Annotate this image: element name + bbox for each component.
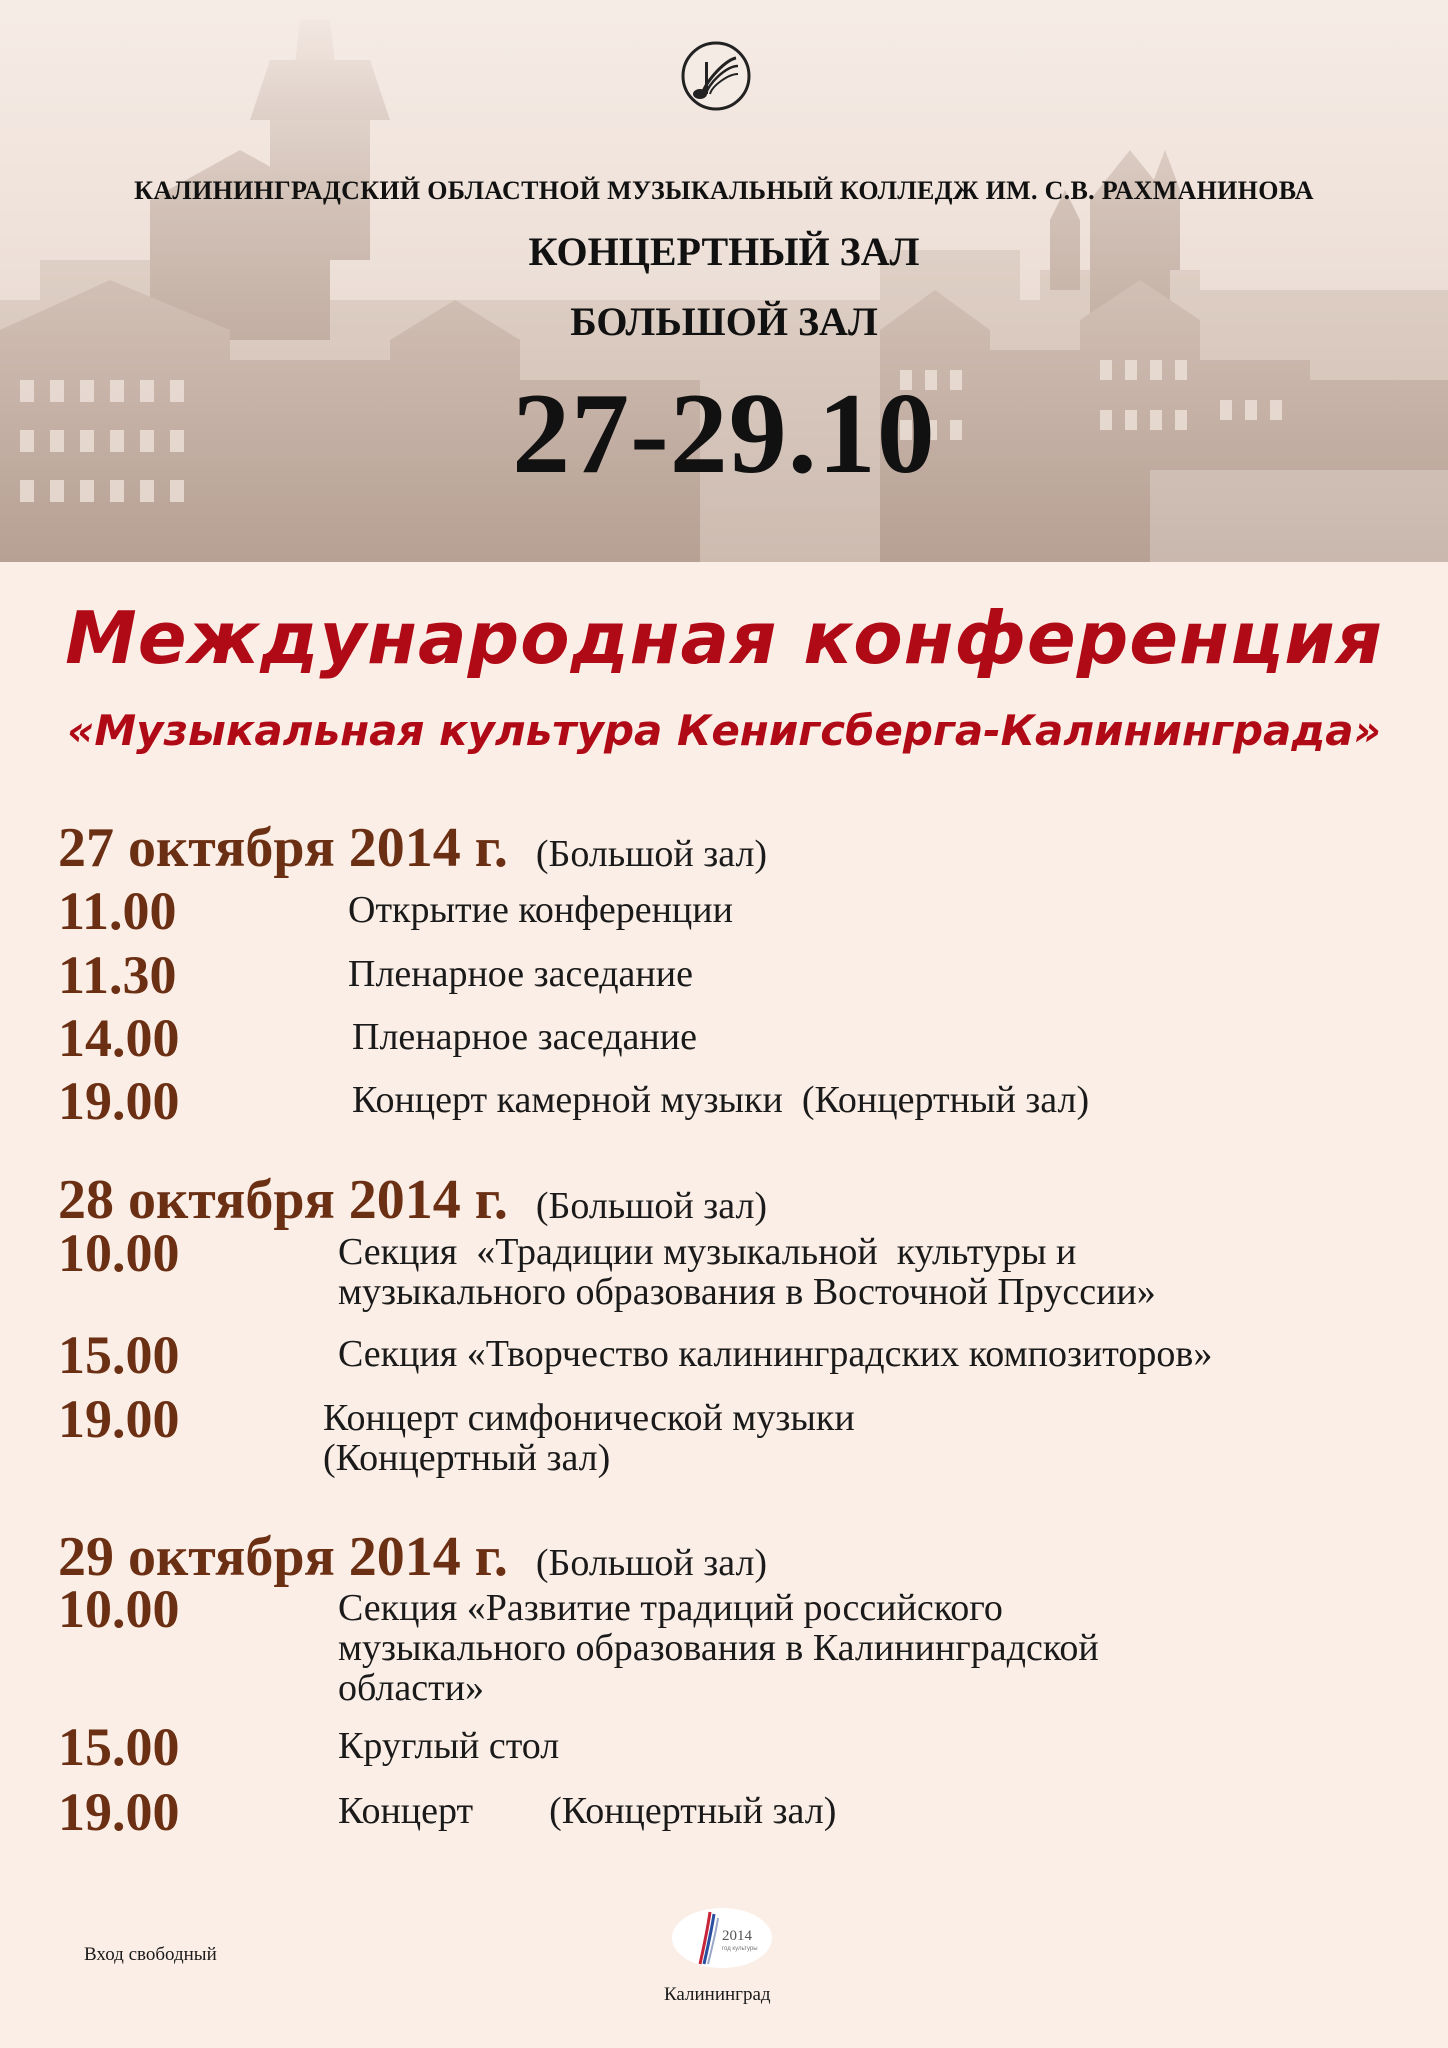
event-description: Пленарное заседание xyxy=(348,953,693,995)
big-hall-label: БОЛЬШОЙ ЗАЛ xyxy=(570,299,878,344)
event-description: Концерт симфонической музыки (Концертный зал) xyxy=(323,1397,855,1479)
day-date: 28 октября 2014 г. xyxy=(58,1169,508,1231)
event-description: Круглый стол xyxy=(338,1725,560,1767)
event-time: 19.00 xyxy=(58,1071,180,1131)
conference-subtitle: «Музыкальная культура Кенигсберга-Калининграда» xyxy=(67,706,1381,755)
free-entry-note: Вход свободный xyxy=(84,1944,217,1965)
event-time: 19.00 xyxy=(58,1782,180,1842)
conference-title: Международная конференция xyxy=(65,596,1383,680)
event-description: Концерт камерной музыки (Концертный зал) xyxy=(352,1079,1090,1121)
music-note-logo-icon xyxy=(680,40,752,112)
event-time: 11.00 xyxy=(58,881,177,941)
college-name: КАЛИНИНГРАДСКИЙ ОБЛАСТНОЙ МУЗЫКАЛЬНЫЙ КОЛЛЕДЖ ИМ. С.В. РАХМАНИНОВА xyxy=(134,176,1314,205)
event-description: Пленарное заседание xyxy=(352,1016,697,1058)
event-time: 14.00 xyxy=(58,1008,180,1068)
event-time: 11.30 xyxy=(58,945,177,1005)
event-description: Секция «Традиции музыкальной культуры и музыкального образования в Восточной Пруссии» xyxy=(338,1231,1156,1313)
day-date: 27 октября 2014 г. xyxy=(58,817,508,879)
culture-logo-year: 2014 xyxy=(722,1928,752,1944)
day-venue: (Большой зал) xyxy=(535,1185,768,1227)
event-time: 10.00 xyxy=(58,1223,180,1283)
day-heading xyxy=(58,816,767,880)
event-time: 10.00 xyxy=(58,1579,180,1639)
event-description: Открытие конференции xyxy=(348,889,733,931)
city-name: Калининград xyxy=(664,1984,771,2005)
culture-logo-caption: год культуры xyxy=(722,1946,758,1952)
event-description: Секция «Развитие традиций российского музыкального образования в Калининградской области» xyxy=(338,1587,1099,1709)
day-venue: (Большой зал) xyxy=(535,1542,768,1584)
day-date: 29 октября 2014 г. xyxy=(58,1526,508,1588)
event-description: Концерт (Концертный зал) xyxy=(338,1790,837,1832)
event-time: 15.00 xyxy=(58,1717,180,1777)
year-of-culture-logo xyxy=(670,1906,774,1970)
event-description: Секция «Творчество калининградских композиторов» xyxy=(338,1333,1213,1375)
concert-hall-label: КОНЦЕРТНЫЙ ЗАЛ xyxy=(528,229,920,274)
event-dates: 27-29.10 xyxy=(512,370,936,498)
event-time: 19.00 xyxy=(58,1389,180,1449)
header-banner xyxy=(0,0,1448,562)
event-time: 15.00 xyxy=(58,1325,180,1385)
day-venue: (Большой зал) xyxy=(535,833,768,875)
